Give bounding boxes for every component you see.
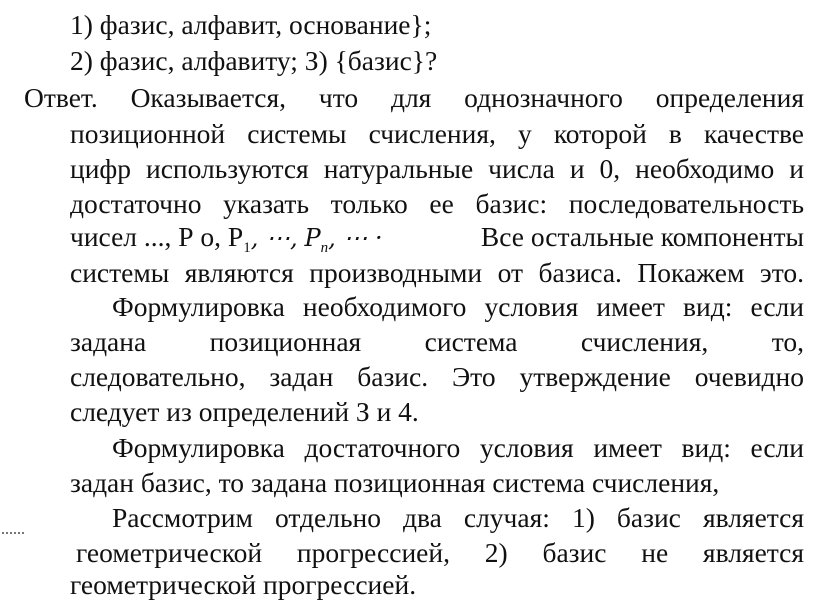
text-line: задана позиционная система счисления, то, (70, 326, 804, 357)
formula-subscript: 1 (243, 240, 251, 256)
text-line: системы являются производными от базиса. Покажем это. (70, 257, 804, 288)
formula-subscript: n (320, 240, 329, 256)
text-fragment: Все остальные компоненты (480, 221, 804, 252)
text-line: цифр используются натуральные числа и 0, необходимо и (70, 153, 804, 184)
formula-ellipsis: , ⋯, (250, 224, 298, 252)
formula-ellipsis: , ⋯ · (328, 224, 383, 252)
formula-text: чисел ..., Р о, Р (70, 221, 244, 252)
paragraph-first-line: Формулировка достаточного условия имеет вид: если (112, 432, 804, 463)
text-line: геометрической прогрессией, 2) базис не является (76, 537, 804, 568)
text-line: 1) фазис, алфавит, основание}; (70, 9, 432, 40)
text-line: задан базис, то задана позиционная система счисления, (70, 467, 720, 498)
formula-variable: P (304, 224, 321, 252)
paragraph-first-line: Формулировка необходимого условия имеет вид: если (112, 291, 804, 322)
text-line: достаточно указать только ее базис: последовательность (70, 188, 804, 219)
paragraph-first-line: Рассмотрим отдельно два случая: 1) базис является (112, 502, 804, 533)
text-line: геометрической прогрессией. (70, 569, 417, 600)
answer-line: Ответ. Оказывается, что для однозначного определения (24, 82, 804, 113)
text-line: следовательно, задан базис. Это утверждение очевидно (70, 361, 804, 392)
text-line: 2) фазис, алфавиту; З) {базис}? (70, 45, 438, 76)
text-line: позиционной системы счисления, у которой в качестве (70, 118, 804, 149)
text-line: следует из определений З и 4. (70, 396, 419, 427)
scan-mark (2, 532, 24, 538)
